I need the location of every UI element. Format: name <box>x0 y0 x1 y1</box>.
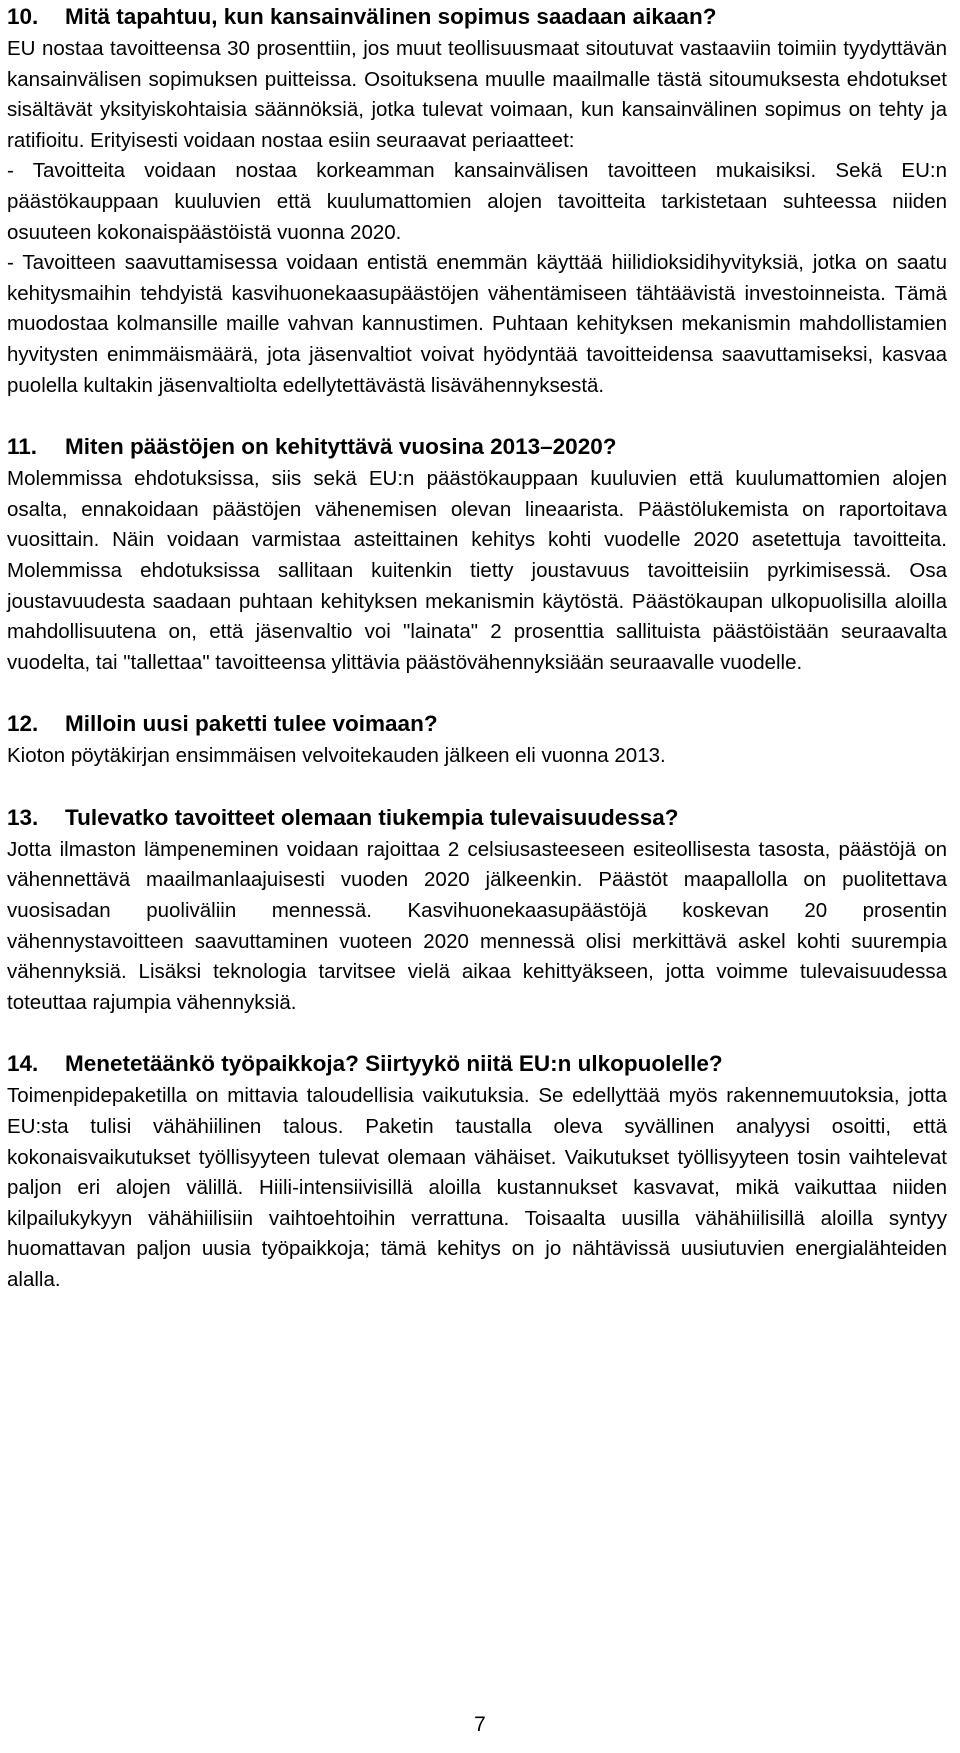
section-title: Menetetäänkö työpaikkoja? Siirtyykö niitä EU:n ulkopuolelle? <box>65 1051 723 1077</box>
section-14 <box>7 1047 947 1295</box>
section-heading <box>7 1047 947 1081</box>
section-paragraph: Kioton pöytäkirjan ensimmäisen velvoitekauden jälkeen eli vuonna 2013. <box>7 744 666 768</box>
section-12 <box>7 707 947 772</box>
page-number <box>0 1712 960 1738</box>
section-10 <box>7 0 947 401</box>
section-number: 11. <box>7 434 38 460</box>
document-page <box>7 0 947 1296</box>
section-title: Mitä tapahtuu, kun kansainvälinen sopimus saadaan aikaan? <box>65 4 717 29</box>
section-paragraph: Toimenpidepaketilla on mittavia taloudellisia vaikutuksia. Se edellyttää myös rakennemuutoksia, jotta EU:sta tulisi vähähiilinen talous. Paketin taustalla oleva syvällinen analyysi osoitti, että kokonaisvaikutukset työllisyyteen tulevat olemaan vähäiset. Vaikutukset työllisyyteen tosin vaihtelevat paljon eri alojen välillä. Hiili-intensiivisillä aloilla kustannukset kasvavat, mikä vaikuttaa niiden kilpailukykyyn vähähiilisiin vaihtoehtoihin verrattuna. Toisaalta uusilla vähähiilisillä aloilla syntyy huomattavan paljon uusia työpaikkoja; tämä kehitys on jo nähtävissä uusiutuvien energialähteiden alalla. <box>7 1084 947 1291</box>
section-title: Miten päästöjen on kehityttävä vuosina 2013–2020? <box>65 434 617 460</box>
section-heading <box>7 430 947 464</box>
section-number: 10. <box>7 4 39 29</box>
page-number-text: 7 <box>474 1713 486 1736</box>
section-heading <box>7 0 947 34</box>
section-number: 12. <box>7 711 39 737</box>
section-13 <box>7 801 947 1019</box>
section-title: Milloin uusi paketti tulee voimaan? <box>65 711 438 737</box>
section-title: Tulevatko tavoitteet olemaan tiukempia tulevaisuudessa? <box>65 804 679 830</box>
section-heading <box>7 707 947 741</box>
section-heading <box>7 801 947 835</box>
section-number: 13. <box>7 804 39 830</box>
section-paragraph: Jotta ilmaston lämpeneminen voidaan rajoittaa 2 celsiusasteeseen esiteollisesta tasosta, päästöjä on vähennettävä maailmanlaajuisesti vuoden 2020 jälkeenkin. Päästöt maapallolla on puolitettava vuosisadan puoliväliin mennessä. Kasvihuonekaasupäästöjä koskevan 20 prosentin vähennystavoitteen saavuttaminen vuoteen 2020 mennessä olisi merkittävä askel kohti suurempia vähennyksiä. Lisäksi teknologia tarvitsee vielä aikaa kehittyäkseen, jotta voimme tulevaisuudessa toteuttaa rajumpia vähennyksiä. <box>7 837 947 1014</box>
bullet-item: - Tavoitteita voidaan nostaa korkeamman kansainvälisen tavoitteen mukaisiksi. Sekä EU:n päästökauppaan kuuluvien että kuulumattomien alojen tavoitteita tarkistetaan suhteessa niiden osuuteen kokonaispäästöistä vuonna 2020. <box>7 159 947 244</box>
section-paragraph: Molemmissa ehdotuksissa, siis sekä EU:n päästökauppaan kuuluvien että kuulumattomien alojen osalta, ennakoidaan päästöjen vähenemisen olevan lineaarista. Päästölukemista on raportoitava vuosittain. Näin voidaan varmistaa asteittainen kehitys kohti vuodelle 2020 asetettuja tavoitteita. Molemmissa ehdotuksissa sallitaan kuitenkin tietty joustavuus tavoitteisiin pyrkimisessä. Osa joustavuudesta saadaan puhtaan kehityksen mekanismin käytöstä. Päästökaupan ulkopuolisilla aloilla mahdollisuutena on, että jäsenvaltio voi "lainata" 2 prosenttia sallituista päästöistään seuraavalta vuodelta, tai "tallettaa" tavoitteensa ylittävia päästövähennyksiään seuraavalle vuodelle. <box>7 467 947 674</box>
section-number: 14. <box>7 1051 39 1077</box>
section-11 <box>7 430 947 678</box>
bullet-item: - Tavoitteen saavuttamisessa voidaan entistä enemmän käyttää hiilidioksidihyvityksiä, jotka on saatu kehitysmaihin tehdyistä kasvihuonekaasupäästöjen vähentämiseen tähtäävistä investoinneista. Tämä muodostaa kolmansille maille vahvan kannustimen. Puhtaan kehityksen mekanismin mahdollistamien hyvitysten enimmäismäärä, jota jäsenvaltiot voivat hyödyntää tavoitteidensa saavuttamiseksi, kasvaa puolella kultakin jäsenvaltiolta edellytettävästä lisävähennyksestä. <box>7 251 947 397</box>
section-paragraph: EU nostaa tavoitteensa 30 prosenttiin, jos muut teollisuusmaat sitoutuvat vastaaviin toimiin tyydyttävän kansainvälisen sopimuksen puitteissa. Osoituksena muulle maailmalle tästä sitoumuksesta ehdotukset sisältävät yksityiskohtaisia säännöksiä, jotka tulevat voimaan, kun kansainvälinen sopimus on tehty ja ratifioitu. Erityisesti voidaan nostaa esiin seuraavat periaatteet: <box>7 37 947 152</box>
